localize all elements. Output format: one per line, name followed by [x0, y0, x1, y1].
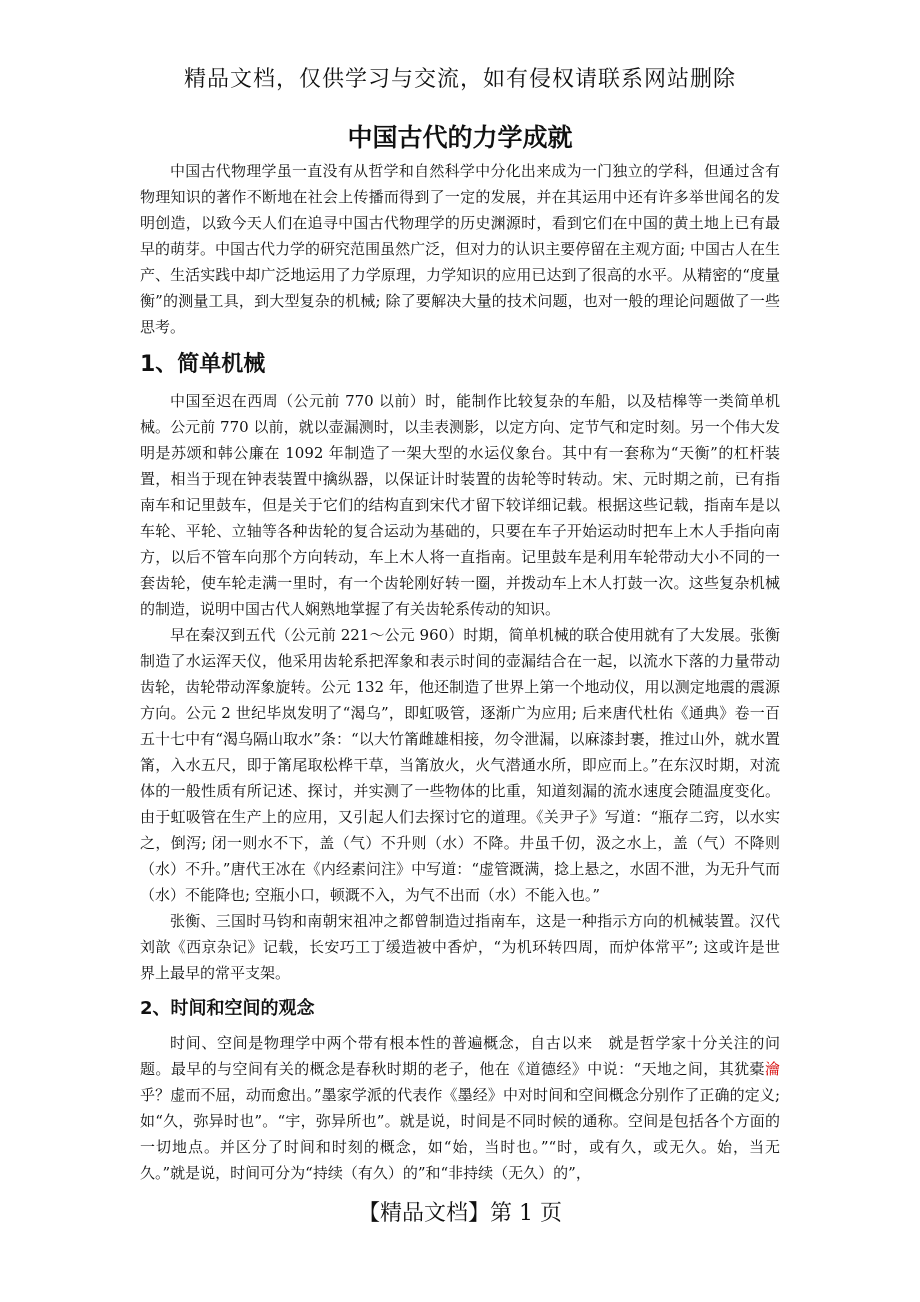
- text-run: 时间、空间是物理学中两个带有根本性的普遍概念，自古以来 就是哲学家十分关注的问题。最早的与空间有关的概念是春秋时期的老子，他在《道德经》中说：“天地之间，其犹橐: [140, 1034, 780, 1078]
- intro-paragraph: 中国古代物理学虽一直没有从哲学和自然科学中分化出来成为一门独立的学科，但通过含有物理知识的著作不断地在社会上传播而得到了一定的发展，并在其运用中还有许多举世闻名的发明创造，以致今天人们在追寻中国古代物理学的历史渊源时，看到它们在中国的黄土地上已有最早的萌芽。中国古代力学的研究范围虽然广泛，但对力的认识主要停留在主观方面; 中国古人在生产、生活实践中却广泛地运用了力学原理，力学知识的应用已达到了很高的水平。从精密的“度量衡”的测量工具，到大型复杂的机械; 除了要解决大量的技术问题，也对一般的理论问题做了一些思考。: [140, 162, 780, 336]
- page-title: 中国古代的力学成就: [347, 123, 573, 152]
- highlighted-character: 瀹: [764, 1060, 780, 1078]
- paragraph: 张衡、三国时马钧和南朝宋祖冲之都曾制造过指南车，这是一种指示方向的机械装置。汉代刘歆《西京杂记》记载，长安巧工丁缓造被中香炉，“为机环转四周，而炉体常平”; 这或许是世界上最早的常平支架。: [140, 912, 780, 982]
- text-run: 乎？虚而不屈，动而愈出。”墨家学派的代表作《墨经》中对时间和空间概念分别作了正确的定义; 如“久，弥异时也”。“宇，弥异所也”。就是说，时间是不同时候的通称。空间是包括各个方面的一切地点。并区分了时间和时刻的概念，如“始，当时也。”“时，或有久，或无久。始，当无久。”就是说，时间可分为“持续（有久）的”和“非持续（无久）的”，: [140, 1086, 780, 1182]
- document-body: [140, 158, 780, 1186]
- paragraph: [140, 1030, 780, 1186]
- paragraph: 早在秦汉到五代（公元前 221～公元 960）时期，简单机械的联合使用就有了大发展。张衡制造了水运浑天仪，他采用齿轮系把浑象和表示时间的壶漏结合在一起，以流水下落的力量带动齿轮，齿轮带动浑象旋转。公元 132 年，他还制造了世界上第一个地动仪，用以测定地震的震源方向。公元 2 世纪毕岚发明了“渴乌”，即虹吸管，逐渐广为应用; 后来唐代杜佑《通典》卷一百五十七中有“渴乌隔山取水”条：“以大竹筩雌雄相接，勿令泄漏，以麻漆封裹，推过山外，就水置筩，入水五尺，即于筩尾取松桦干草，当筩放火，火气潜通水所，即应而上。”在东汉时期，对流体的一般性质有所记述、探讨，并实测了一些物体的比重，知道刻漏的流水速度会随温度变化。由于虹吸管在生产上的应用，又引起人们去探讨它的道理。《关尹子》写道：“瓶存二窍，以水实之，倒泻; 闭一则水不下，盖（气）不升则（水）不降。井虽千仞，汲之水上，盖（气）不降则（水）不升。”唐代王冰在《内经素问注》中写道：“虚管溉满，捻上悬之，水固不泄，为无升气而（水）不能降也; 空瓶小口，顿溉不入，为气不出而（水）不能入也。”: [140, 626, 780, 904]
- paragraph: 中国至迟在西周（公元前 770 以前）时，能制作比较复杂的车船，以及桔槔等一类简单机械。公元前 770 以前，就以壶漏测时，以圭表测影，以定方向、定节气和定时刻。另一个伟大发明是苏颂和韩公廉在 1092 年制造了一架大型的水运仪象台。其中有一套称为“天衡”的杠杆装置，相当于现在钟表装置中擒纵器，以保证计时装置的齿轮等时转动。宋、元时期之前，已有指南车和记里鼓车，但是关于它们的结构直到宋代才留下较详细记载。根据这些记载，指南车是以车轮、平轮、立轴等各种齿轮的复合运动为基础的，只要在车子开始运动时把车上木人手指向南方，以后不管车向那个方向转动，车上木人将一直指南。记里鼓车是利用车轮带动大小不同的一套齿轮，使车轮走满一里时，有一个齿轮刚好转一圈，并拨动车上木人打鼓一次。这些复杂机械的制造，说明中国古代人娴熟地掌握了有关齿轮系传动的知识。: [140, 392, 780, 618]
- section-heading-simple-machines: 1、简单机械: [140, 352, 266, 377]
- section-heading-time-space: 2、时间和空间的观念: [140, 998, 315, 1019]
- page-footer: 【精品文档】第 1 页: [358, 1201, 562, 1226]
- page-header: 精品文档，仅供学习与交流，如有侵权请联系网站删除: [183, 67, 736, 92]
